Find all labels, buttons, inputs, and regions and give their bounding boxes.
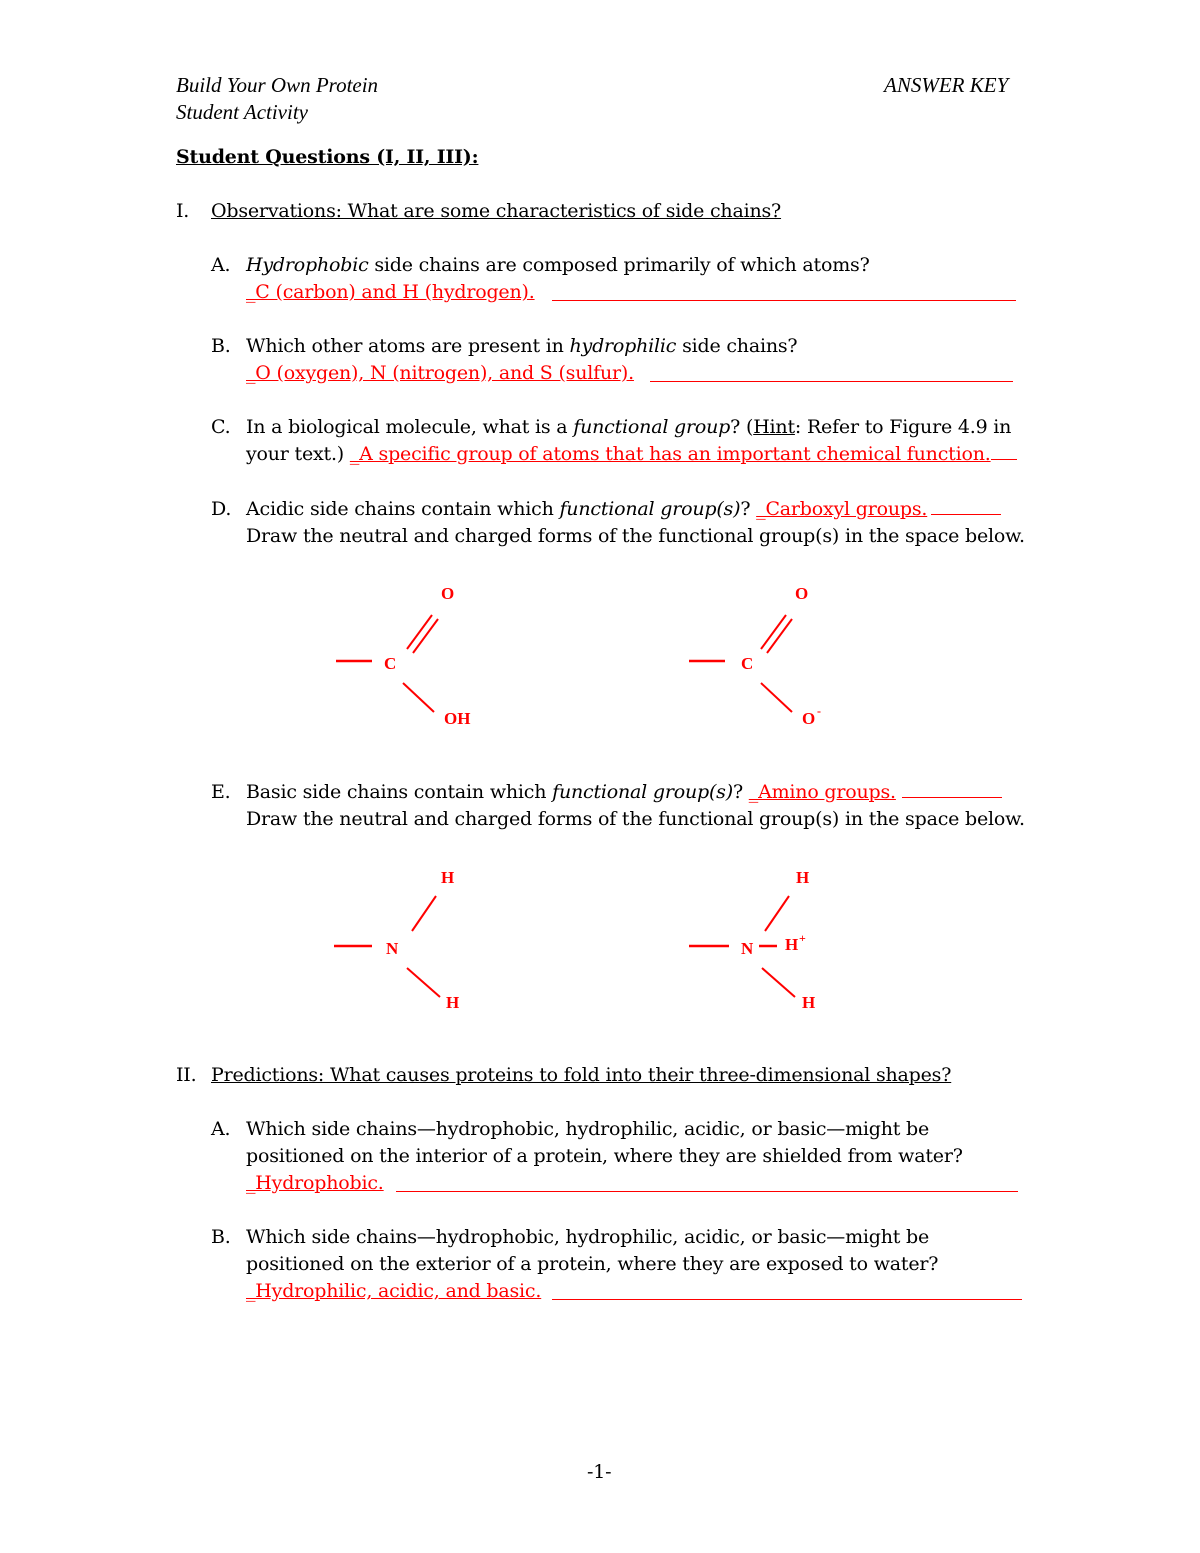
amino-neutral-h-bottom: H [446,993,460,1012]
answer-line-1b [650,363,1013,386]
carboxyl-charged-c: C [741,654,754,673]
q-1d-after: ? [740,498,757,520]
answer-1d: _Carboxyl groups. [756,498,928,520]
q-2a-line2: positioned on the interior of a protein, where they are shielded from water? [246,1145,963,1167]
answer-line-2b [552,1281,1022,1304]
q-1c-end: : Refer to Figure 4.9 in [794,416,1012,438]
answer-2a: _Hydrophobic. [246,1172,384,1194]
q-1b-before: Which other atoms are present in [246,335,570,357]
q-1b-after: side chains? [676,335,798,357]
answer-line-1a [552,282,1016,305]
amino-neutral-diagram [320,858,540,1023]
amino-neutral-bond-top [412,896,436,931]
carboxyl-neutral-o-top: O [441,584,455,603]
page-number: -1- [587,1461,612,1483]
q-1c-line2 [246,441,1017,468]
q-2a-line1: Which side chains—hydrophobic, hydrophilic, acidic, or basic—might be [246,1118,930,1140]
amino-charged-bond-bottom [762,968,795,997]
answer-1c: _A specific group of atoms that has an important chemical function. [349,443,991,465]
q-1c-line2-text: your text.) [246,443,350,465]
amino-charged-h-top: H [796,868,810,887]
q-1b-italic: hydrophilic [569,335,677,357]
amino-charged-h-bottom: H [802,993,816,1012]
carboxyl-charged-minus: - [817,704,821,718]
section1-number: I. [176,200,190,222]
q-2b-line2: positioned on the exterior of a protein, where they are exposed to water? [246,1253,939,1275]
doc-title: Build Your Own Protein [176,73,379,97]
amino-charged-diagram [675,858,895,1023]
answer-2b: _Hydrophilic, acidic, and basic. [246,1280,542,1302]
q-1d-text [246,496,1001,523]
section2-title: Predictions: What causes proteins to fold into their three-dimensional shapes? [211,1064,952,1086]
q-1c-text [246,414,1011,441]
q-1d-italic: functional group(s) [559,498,741,520]
amino-neutral-h-top: H [441,868,455,887]
q-1e-letter: E. [211,781,231,803]
answer-line-1d [931,496,1001,515]
q-1e-before: Basic side chains contain which [246,781,553,803]
q-1e-italic: functional group(s) [552,781,733,803]
carboxyl-charged-o: O [802,709,816,728]
answer-line-2a [396,1173,1018,1196]
amino-neutral-bond-bottom [407,968,440,997]
q-1c-before: In a biological molecule, what is a [246,416,574,438]
q-1b-letter: B. [211,335,231,357]
amino-charged-n: N [741,939,754,958]
q-1c-italic: functional group [573,416,731,438]
q-1d-letter: D. [211,498,232,520]
q-1a-text [246,252,870,279]
carboxyl-charged-o-top: O [795,584,809,603]
answer-line-1e [902,779,1002,798]
answer-key-label: ANSWER KEY [884,73,1009,97]
carboxyl-charged-single-bond [761,683,792,712]
q-1a-letter: A. [211,254,231,276]
carboxyl-neutral-single-bond [403,683,434,712]
amino-charged-bond-top [765,896,789,931]
q-1a-rest: side chains are composed primarily of which atoms? [368,254,870,276]
amino-charged-h-right: H [785,935,799,954]
answer-1a: _C (carbon) and H (hydrogen). [246,281,535,303]
q-1c-after: ? ( [730,416,754,438]
q-1c-letter: C. [211,416,231,438]
amino-neutral-n: N [386,939,399,958]
q-2b-line1: Which side chains—hydrophobic, hydrophilic, acidic, or basic—might be [246,1226,930,1248]
q-1e-draw: Draw the neutral and charged forms of the functional group(s) in the space below. [246,808,1025,830]
q-1e-after: ? [732,781,749,803]
q-1d-before: Acidic side chains contain which [246,498,560,520]
q-1e-text [246,779,1002,806]
answer-1e: _Amino groups. [748,781,896,803]
answer-1b: _O (oxygen), N (nitrogen), and S (sulfur). [246,362,634,384]
answer-line-1c [991,441,1017,460]
q-1d-draw: Draw the neutral and charged forms of the functional group(s) in the space below. [246,525,1025,547]
amino-charged-plus: + [799,931,806,945]
carboxyl-neutral-c: C [384,654,397,673]
section-heading: Student Questions (I, II, III): [176,146,479,168]
carboxyl-neutral-diagram [320,575,540,740]
q-2a-letter: A. [211,1118,231,1140]
q-1a-italic: Hydrophobic [246,254,369,276]
section1-title: Observations: What are some characteristics of side chains? [211,200,782,222]
q-1c-hint: Hint [753,416,795,438]
q-1b-text [246,333,797,360]
carboxyl-neutral-oh: OH [444,709,471,728]
doc-subtitle: Student Activity [176,100,308,124]
section2-number: II. [176,1064,197,1086]
q-2b-letter: B. [211,1226,231,1248]
carboxyl-charged-diagram [675,575,895,740]
